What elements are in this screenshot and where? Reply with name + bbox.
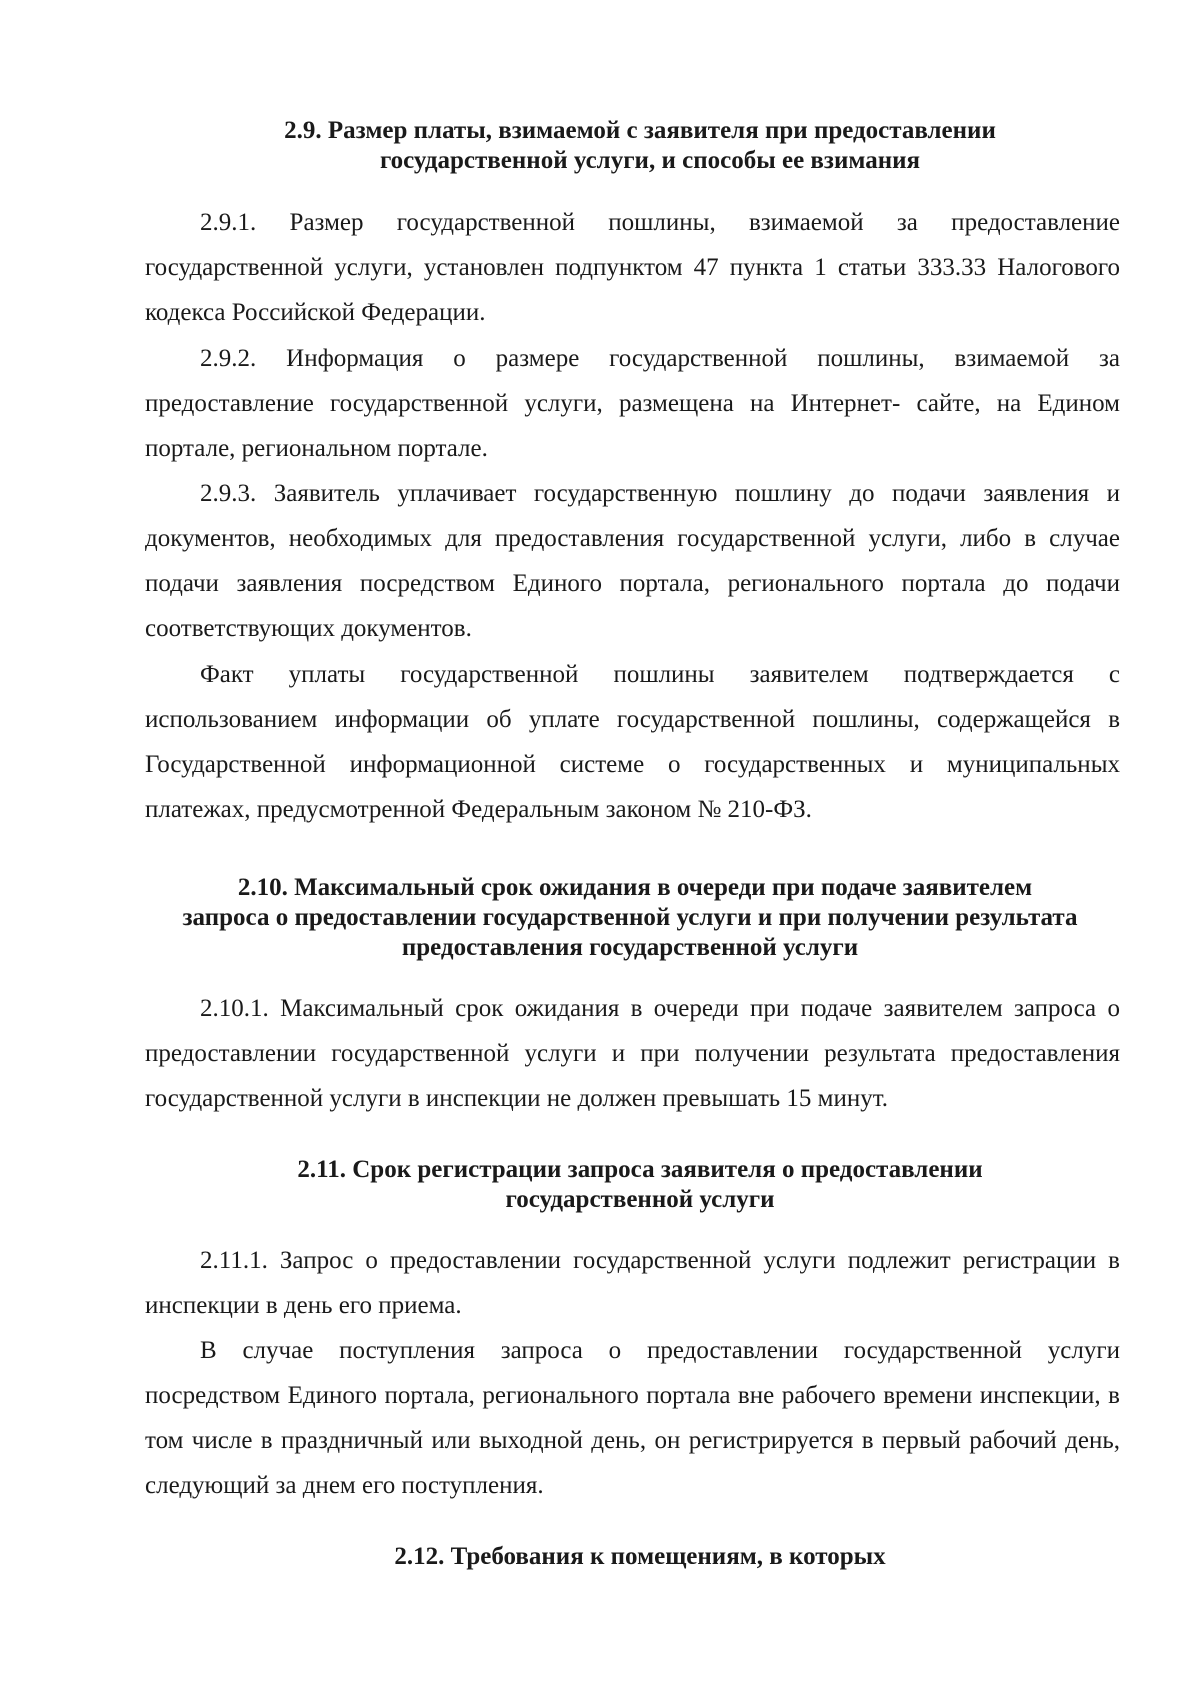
heading-line: государственной услуги, и способы ее взимания [379, 147, 921, 174]
paragraph-2-9-3: 2.9.3. Заявитель уплачивает государственную пошлину до подачи заявления и документов, необходимых для предоставления государственной услуги, либо в случае подачи заявления посредством Единого портала, регионального портала до подачи соответствующих документов. [145, 480, 1120, 642]
heading-line: 2.10. Максимальный срок ожидания в очереди при подаче заявителем [237, 874, 1033, 901]
heading-line: 2.12. Требования к помещениям, в которых [394, 1543, 886, 1570]
heading-line: запроса о предоставлении государственной услуги и при получении результата [182, 904, 1078, 931]
heading-line: предоставления государственной услуги [401, 934, 859, 961]
section-2-9-heading [150, 116, 1130, 176]
paragraph-2-11-1: 2.11.1. Запрос о предоставлении государственной услуги подлежит регистрации в инспекции в день его приема. [145, 1247, 1120, 1319]
heading-line: 2.11. Срок регистрации запроса заявителя о предоставлении [297, 1156, 983, 1183]
paragraph-2-10-1: 2.10.1. Максимальный срок ожидания в очереди при подаче заявителем запроса о предоставлении государственной услуги и при получении результата предоставления государственной услуги в инспекции не должен превышать 15 минут. [145, 995, 1120, 1112]
paragraph-2-9-2: 2.9.2. Информация о размере государственной пошлины, взимаемой за предоставление государственной услуги, размещена на Интернет- сайте, на Едином портале, региональном портале. [145, 345, 1120, 462]
paragraph-2-9-fact: Факт уплаты государственной пошлины заявителем подтверждается с использованием информации об уплате государственной пошлины, содержащейся в Государственной информационной системе о государственных и муниципальных платежах, предусмотренной Федеральным законом № 210-ФЗ. [145, 661, 1120, 823]
section-2-10-heading [140, 873, 1120, 963]
section-2-12-heading [150, 1542, 1130, 1572]
heading-line: государственной услуги [505, 1186, 775, 1213]
heading-line: 2.9. Размер платы, взимаемой с заявителя при предоставлении [284, 117, 996, 144]
section-2-11-heading [150, 1155, 1130, 1215]
paragraph-2-11-2: В случае поступления запроса о предоставлении государственной услуги посредством Единого портала, регионального портала вне рабочего времени инспекции, в том числе в праздничный или выходной день, он регистрируется в первый рабочий день, следующий за днем его поступления. [145, 1337, 1120, 1499]
paragraph-2-9-1: 2.9.1. Размер государственной пошлины, взимаемой за предоставление государственной услуги, установлен подпунктом 47 пункта 1 статьи 333.33 Налогового кодекса Российской Федерации. [145, 209, 1120, 326]
